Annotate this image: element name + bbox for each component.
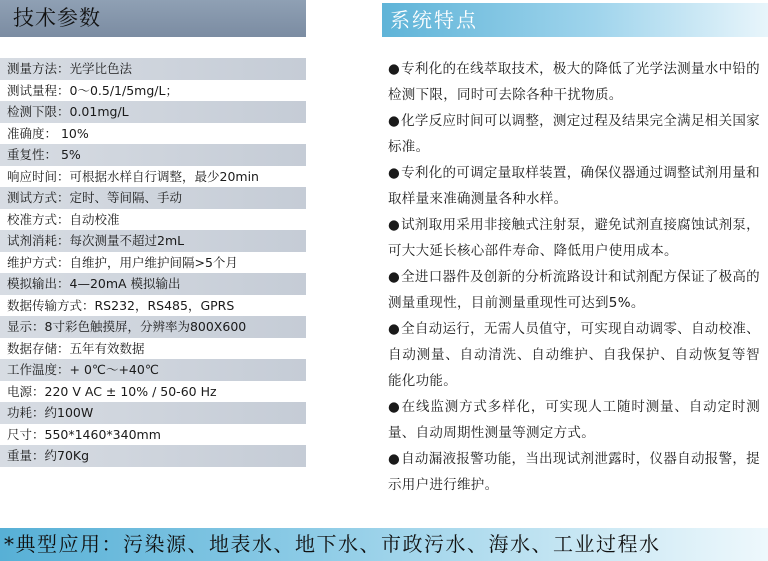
spec-row: 检测下限：0.01mg/L: [0, 101, 306, 123]
spec-row: 校准方式：自动校准: [0, 209, 306, 231]
bullet-icon: ●: [388, 217, 401, 233]
feature-item: [388, 394, 760, 446]
bullet-icon: ●: [388, 165, 401, 181]
feature-item: [388, 212, 760, 264]
spec-row: 显示：8寸彩色触摸屏，分辨率为800X600: [0, 316, 306, 338]
bullet-icon: ●: [388, 269, 401, 285]
bullet-icon: ●: [388, 113, 401, 129]
spec-row: 功耗：约100W: [0, 402, 306, 424]
feature-text: 全进口器件及创新的分析流路设计和试剂配方保证了极高的测量重现性，目前测量重现性可达到5%。: [388, 269, 760, 311]
spec-row: 试剂消耗：每次测量不超过2mL: [0, 230, 306, 252]
feature-item: [388, 264, 760, 316]
spec-row: 尺寸：550*1460*340mm: [0, 424, 306, 446]
bullet-icon: ●: [388, 451, 401, 467]
spec-row: 工作温度：+ 0℃～+40℃: [0, 359, 306, 381]
typical-applications-bar: *典型应用：污染源、地表水、地下水、市政污水、海水、工业过程水: [0, 528, 768, 561]
spec-row: 测量方法：光学比色法: [0, 58, 306, 80]
features-section-title: 系统特点: [382, 3, 768, 37]
feature-item: [388, 160, 760, 212]
feature-item: [388, 108, 760, 160]
feature-item: [388, 446, 760, 498]
spec-row: 维护方式：自维护，用户维护间隔>5个月: [0, 252, 306, 274]
spec-row: 数据传输方式：RS232，RS485，GPRS: [0, 295, 306, 317]
feature-text: 全自动运行，无需人员值守，可实现自动调零、自动校准、自动测量、自动清洗、自动维护、自我保护、自动恢复等智能化功能。: [388, 321, 760, 389]
spec-row: 电源：220 V AC ± 10% / 50-60 Hz: [0, 381, 306, 403]
spec-row: 重量：约70Kg: [0, 445, 306, 467]
spec-row: 测试量程：0～0.5/1/5mg/L；: [0, 80, 306, 102]
spec-list: [0, 58, 306, 467]
bullet-icon: ●: [388, 399, 401, 415]
features-list: [388, 56, 760, 498]
spec-row: 响应时间：可根据水样自行调整，最少20min: [0, 166, 306, 188]
feature-item: [388, 316, 760, 394]
spec-row: 测试方式：定时、等间隔、手动: [0, 187, 306, 209]
feature-text: 自动漏液报警功能，当出现试剂泄露时，仪器自动报警，提示用户进行维护。: [388, 451, 760, 493]
feature-text: 专利化的可调定量取样装置，确保仪器通过调整试剂用量和取样量来准确测量各种水样。: [388, 165, 760, 207]
feature-item: [388, 56, 760, 108]
spec-row: 模拟输出：4—20mA 模拟输出: [0, 273, 306, 295]
spec-row: 准确度： 10%: [0, 123, 306, 145]
spec-section-title: 技术参数: [0, 0, 306, 37]
bullet-icon: ●: [388, 61, 401, 77]
feature-text: 专利化的在线萃取技术，极大的降低了光学法测量水中铅的检测下限，同时可去除各种干扰物质。: [388, 61, 760, 103]
spec-row: 数据存储：五年有效数据: [0, 338, 306, 360]
feature-text: 化学反应时间可以调整，测定过程及结果完全满足相关国家标准。: [388, 113, 760, 155]
bullet-icon: ●: [388, 321, 401, 337]
feature-text: 试剂取用采用非接触式注射泵，避免试剂直接腐蚀试剂泵，可大大延长核心部件寿命、降低用户使用成本。: [388, 217, 760, 259]
feature-text: 在线监测方式多样化，可实现人工随时测量、自动定时测量、自动周期性测量等测定方式。: [388, 399, 760, 441]
spec-row: 重复性： 5%: [0, 144, 306, 166]
